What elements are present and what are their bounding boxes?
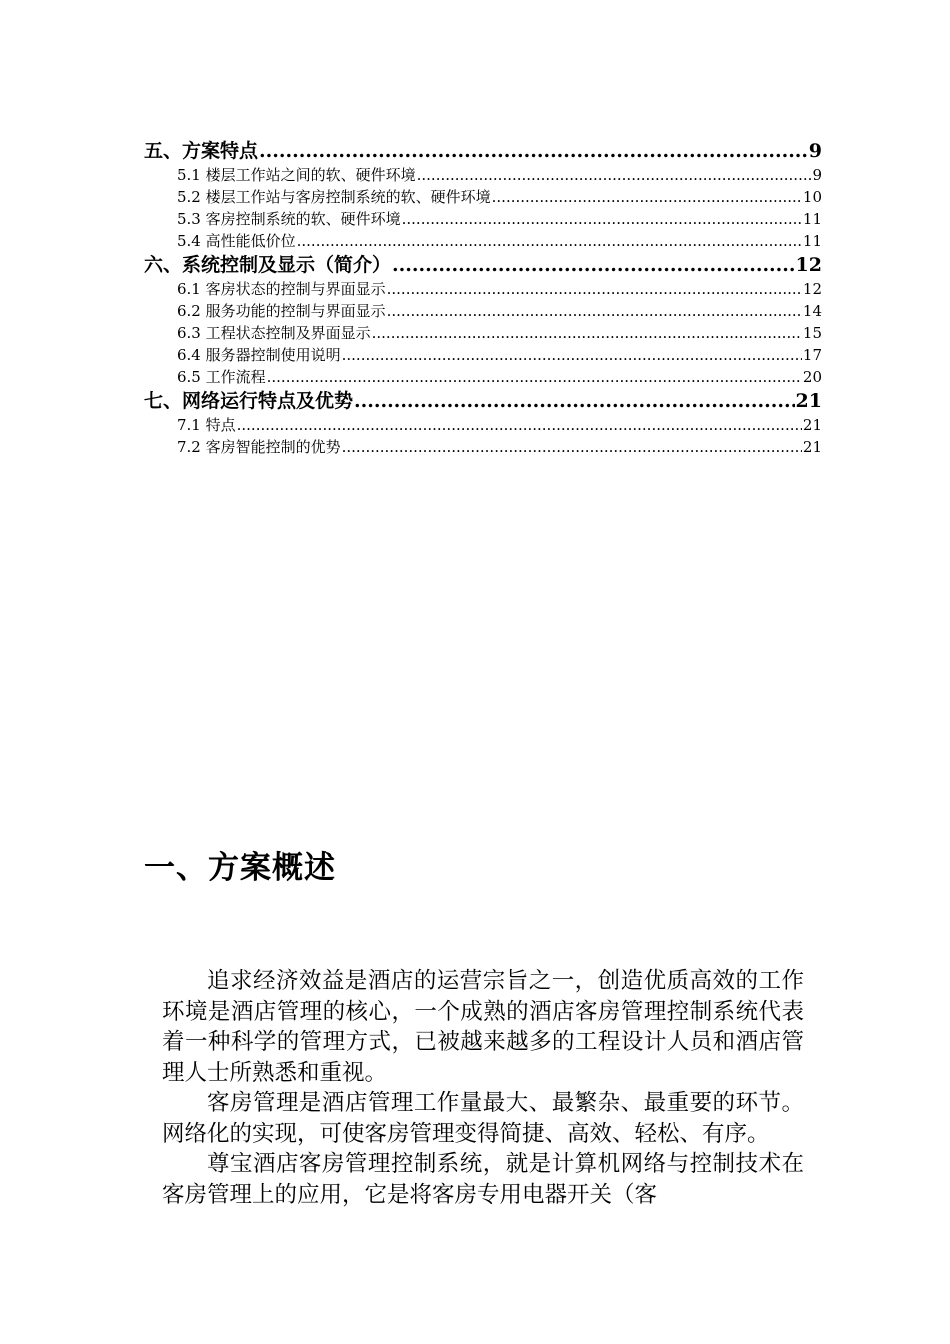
toc-entry-title: 6.5 工作流程 (177, 368, 266, 386)
toc-entry-page: 12 (795, 254, 822, 276)
toc-leader-dots (417, 164, 812, 186)
table-of-contents (144, 138, 822, 458)
toc-leader-dots (354, 388, 795, 414)
toc-entry-title: 六、系统控制及显示（简介） (144, 254, 392, 276)
toc-entry-page: 9 (812, 166, 822, 184)
toc-entry[interactable] (144, 366, 822, 388)
toc-entry[interactable] (144, 388, 822, 414)
toc-leader-dots (392, 252, 795, 278)
toc-leader-dots (267, 366, 802, 388)
body-paragraph: 尊宝酒店客房管理控制系统，就是计算机网络与控制技术在客房管理上的应用，它是将客房专用电器开关（客 (162, 1151, 804, 1208)
toc-entry-page: 11 (802, 232, 822, 250)
toc-entry-page: 20 (802, 368, 822, 386)
toc-entry-page: 21 (795, 390, 822, 412)
toc-leader-dots (402, 208, 802, 230)
section-body (162, 966, 804, 1210)
toc-entry[interactable] (144, 186, 822, 208)
toc-entry-title: 6.4 服务器控制使用说明 (177, 346, 341, 364)
toc-entry-title: 七、网络运行特点及优势 (144, 390, 354, 412)
toc-entry[interactable] (144, 252, 822, 278)
toc-entry[interactable] (144, 208, 822, 230)
toc-entry-title: 6.2 服务功能的控制与界面显示 (177, 302, 386, 320)
toc-entry-title: 6.3 工程状态控制及界面显示 (177, 324, 371, 342)
toc-entry-title: 5.2 楼层工作站与客房控制系统的软、硬件环境 (177, 188, 491, 206)
toc-entry[interactable] (144, 138, 822, 164)
toc-entry-page: 9 (808, 140, 822, 162)
body-paragraph: 追求经济效益是酒店的运营宗旨之一，创造优质高效的工作环境是酒店管理的核心，一个成熟的酒店客房管理控制系统代表着一种科学的管理方式，已被越来越多的工程设计人员和酒店管理人士所熟悉和重视。 (162, 968, 804, 1086)
toc-entry[interactable] (144, 322, 822, 344)
toc-leader-dots (237, 414, 802, 436)
toc-entry-page: 21 (802, 438, 822, 456)
toc-entry[interactable] (144, 300, 822, 322)
toc-entry-title: 5.4 高性能低价位 (177, 232, 296, 250)
toc-entry-title: 五、方案特点 (144, 140, 259, 162)
toc-leader-dots (372, 322, 802, 344)
toc-entry-title: 5.3 客房控制系统的软、硬件环境 (177, 210, 401, 228)
toc-leader-dots (342, 436, 802, 458)
toc-leader-dots (387, 278, 802, 300)
toc-leader-dots (342, 344, 802, 366)
toc-entry-page: 21 (802, 416, 822, 434)
body-paragraph: 客房管理是酒店管理工作量最大、最繁杂、最重要的环节。网络化的实现，可使客房管理变得简捷、高效、轻松、有序。 (162, 1090, 804, 1147)
toc-entry-title: 6.1 客房状态的控制与界面显示 (177, 280, 386, 298)
toc-entry-page: 15 (802, 324, 822, 342)
toc-entry-page: 17 (802, 346, 822, 364)
toc-entry-page: 10 (802, 188, 822, 206)
toc-entry[interactable] (144, 278, 822, 300)
toc-leader-dots (297, 230, 802, 252)
toc-leader-dots (492, 186, 802, 208)
toc-entry[interactable] (144, 230, 822, 252)
toc-entry[interactable] (144, 414, 822, 436)
toc-entry-title: 7.2 客房智能控制的优势 (177, 438, 341, 456)
section-heading: 一、方案概述 (144, 850, 336, 886)
toc-entry-page: 12 (802, 280, 822, 298)
toc-entry[interactable] (144, 436, 822, 458)
toc-entry-page: 11 (802, 210, 822, 228)
toc-entry-title: 5.1 楼层工作站之间的软、硬件环境 (177, 166, 416, 184)
toc-entry[interactable] (144, 164, 822, 186)
toc-entry-title: 7.1 特点 (177, 416, 236, 434)
toc-leader-dots (387, 300, 802, 322)
toc-entry[interactable] (144, 344, 822, 366)
toc-entry-page: 14 (802, 302, 822, 320)
toc-leader-dots (259, 138, 808, 164)
